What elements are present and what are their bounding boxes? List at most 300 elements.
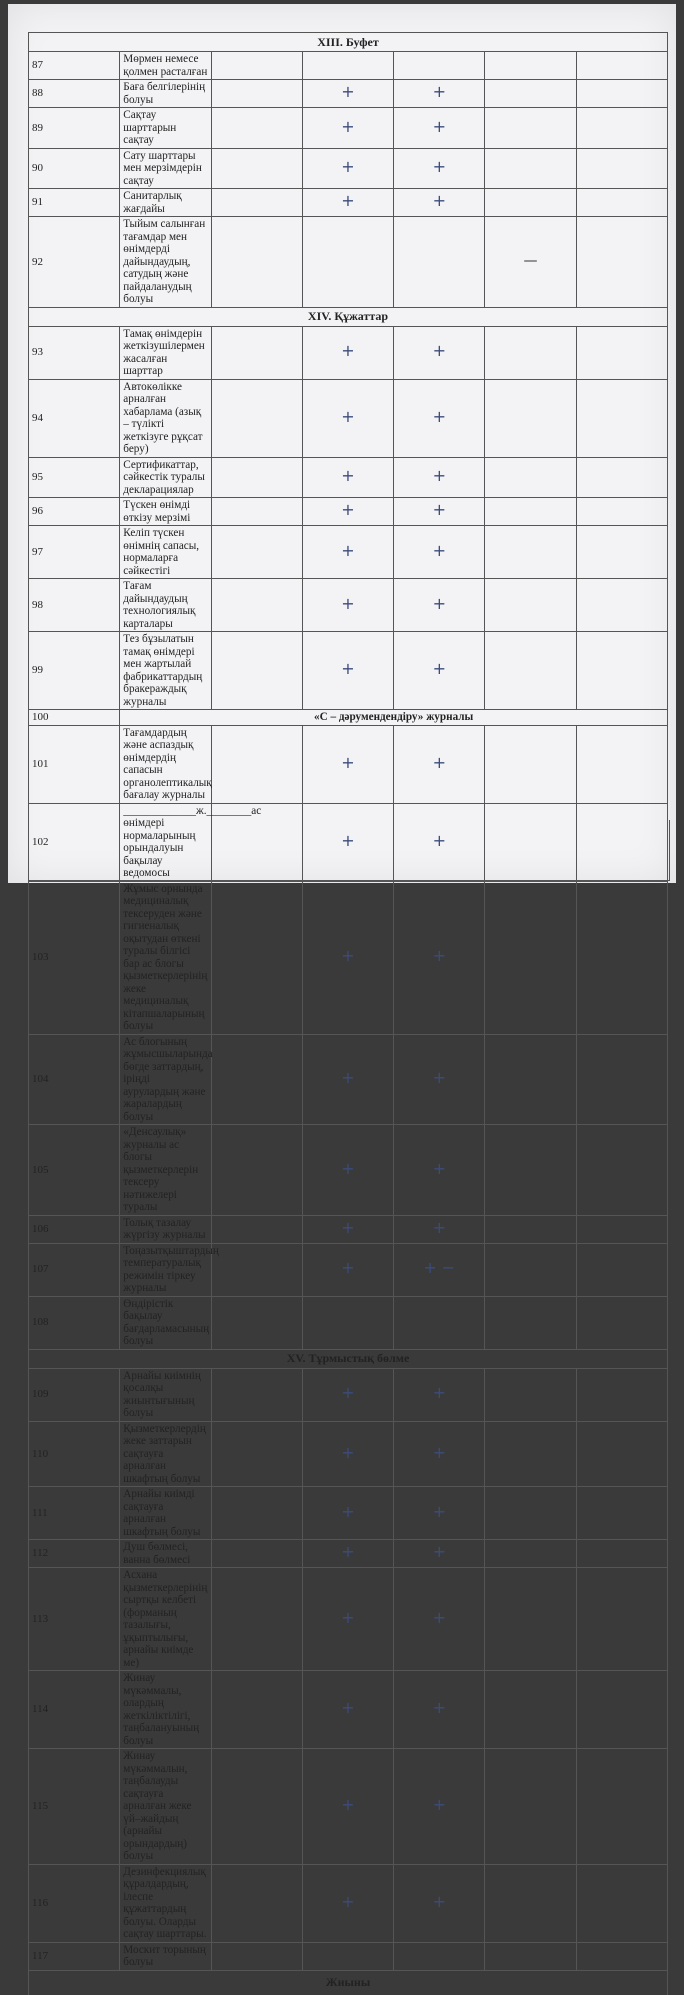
table-row: [29, 725, 668, 803]
mark-cell-1: [211, 1243, 302, 1296]
handwritten-mark: +: [341, 500, 355, 520]
mark-cell-5: [576, 526, 667, 579]
mark-cell-4: [485, 1243, 576, 1296]
requirement-text: Душ бөлмесі, ванна бөлмесі: [120, 1540, 211, 1568]
mark-cell-4: [485, 1671, 576, 1749]
requirement-text: Қызметкерлердің жеке заттарын сақтауға арналған шкафтың болуы: [120, 1421, 211, 1487]
row-number: 117: [29, 1942, 120, 1970]
mark-cell-5: [576, 1671, 667, 1749]
handwritten-mark: +: [341, 82, 355, 102]
row-number: 108: [29, 1296, 120, 1349]
table-row: [29, 1125, 668, 1216]
row-number: 107: [29, 1243, 120, 1296]
row-number: 104: [29, 1034, 120, 1125]
row-number: 89: [29, 108, 120, 149]
handwritten-mark: +: [432, 406, 446, 426]
mark-cell-3: [394, 379, 485, 457]
mark-cell-2: [302, 217, 393, 308]
mark-cell-1: [211, 1671, 302, 1749]
section-header: [29, 1349, 668, 1368]
mark-cell-4: [485, 80, 576, 108]
mark-cell-1: [211, 1942, 302, 1970]
table-row: [29, 379, 668, 457]
mark-cell-5: [576, 326, 667, 379]
table-row: [29, 1487, 668, 1540]
mark-cell-4: [485, 1942, 576, 1970]
mark-cell-4: [485, 1125, 576, 1216]
handwritten-mark: +: [341, 1068, 355, 1087]
table-row: [29, 1368, 668, 1421]
handwritten-mark: +: [432, 500, 446, 520]
mark-cell-3: [394, 526, 485, 579]
mark-cell-4: [485, 52, 576, 80]
mark-cell-1: [211, 579, 302, 632]
handwritten-mark: +: [432, 1217, 446, 1237]
handwritten-mark: +: [432, 1795, 446, 1814]
mark-cell-5: [576, 1215, 667, 1243]
row-number: 103: [29, 881, 120, 1034]
section-header: [29, 1970, 668, 1995]
row-number: 88: [29, 80, 120, 108]
handwritten-mark: +: [341, 1607, 355, 1627]
mark-cell-1: [211, 379, 302, 457]
mark-cell-5: [576, 1540, 667, 1568]
table-row: [29, 1421, 668, 1487]
mark-cell-4: [485, 632, 576, 710]
mark-cell-5: [576, 379, 667, 457]
mark-cell-1: [211, 725, 302, 803]
handwritten-mark: +: [341, 1698, 355, 1718]
mark-cell-3: [394, 1243, 485, 1296]
table-row: [29, 1864, 668, 1942]
mark-cell-1: [211, 1568, 302, 1671]
mark-cell-3: [394, 881, 485, 1034]
mark-cell-4: [485, 526, 576, 579]
handwritten-mark: +: [432, 1383, 446, 1403]
mark-cell-4: [485, 1368, 576, 1421]
section-title: Жиыны: [29, 1970, 668, 1995]
mark-cell-1: [211, 148, 302, 189]
mark-cell-5: [576, 457, 667, 498]
mark-cell-4: [485, 579, 576, 632]
mark-cell-5: [576, 148, 667, 189]
table-row: [29, 189, 668, 217]
mark-cell-3: [394, 725, 485, 803]
requirement-text: Сақтау шарттарын сақтау: [120, 108, 211, 149]
section-header: [29, 307, 668, 326]
table-row: [29, 1034, 668, 1125]
requirement-text: «Денсаулық» журналы ас блогы қызметкерлерін тексеру нәтижелері туралы: [120, 1125, 211, 1216]
handwritten-mark: +: [432, 540, 446, 560]
mark-cell-2: [302, 148, 393, 189]
mark-cell-4: [485, 1421, 576, 1487]
mark-cell-3: [394, 1421, 485, 1487]
requirement-text: Тоңазытқыштардың температуралық режимін тіркеу журналы: [120, 1243, 211, 1296]
mark-cell-2: [302, 725, 393, 803]
mark-cell-3: [394, 457, 485, 498]
mark-cell-3: [394, 189, 485, 217]
mark-cell-5: [576, 498, 667, 526]
requirement-text: Автокөлікке арналған хабарлама (азық – түлікті жеткізуге рұқсат беру): [120, 379, 211, 457]
mark-cell-5: [576, 579, 667, 632]
table-row: [29, 52, 668, 80]
mark-cell-2: [302, 52, 393, 80]
mark-cell-4: [485, 189, 576, 217]
requirement-text: Тез бұзылатын тамақ өнімдері мен жартылай фабрикаттардың бракераждық журналы: [120, 632, 211, 710]
requirement-text: Асхана қызметкерлерінің сыртқы келбеті (форманың тазалығы, ұқыптылығы, арнайы киімде ме): [120, 1568, 211, 1671]
mark-cell-5: [576, 108, 667, 149]
row-number: 98: [29, 579, 120, 632]
mark-cell-2: [302, 189, 393, 217]
mark-cell-1: [211, 1749, 302, 1865]
mark-cell-2: [302, 326, 393, 379]
handwritten-mark: + −: [423, 1258, 456, 1278]
mark-cell-2: [302, 1215, 393, 1243]
requirement-text: _____________ж.________ас өнімдері нормаларының орындалуын бақылау ведомосы: [120, 803, 211, 881]
mark-cell-4: [485, 217, 576, 308]
requirement-text: Тағам дайындаудың технологиялық карталары: [120, 579, 211, 632]
handwritten-mark: +: [341, 1795, 355, 1814]
mark-cell-1: [211, 1034, 302, 1125]
mark-cell-3: [394, 1568, 485, 1671]
handwritten-mark: +: [432, 341, 446, 361]
table-footer-area: [28, 820, 670, 881]
mark-cell-5: [576, 1487, 667, 1540]
row-number: 114: [29, 1671, 120, 1749]
table-row: [29, 1568, 668, 1671]
requirement-text: Толық тазалау жүргізу журналы: [120, 1215, 211, 1243]
handwritten-mark: +: [341, 1383, 355, 1403]
handwritten-mark: +: [432, 1891, 446, 1911]
mark-cell-1: [211, 1125, 302, 1216]
mark-cell-4: [485, 881, 576, 1034]
row-number: 100: [29, 710, 120, 726]
mark-cell-3: [394, 1942, 485, 1970]
requirement-text: Сату шарттары мен мерзімдерін сақтау: [120, 148, 211, 189]
table-row: [29, 579, 668, 632]
mark-cell-2: [302, 1568, 393, 1671]
mark-cell-3: [394, 1749, 485, 1865]
mark-cell-4: [485, 1568, 576, 1671]
row-number: 105: [29, 1125, 120, 1216]
mark-cell-2: [302, 1034, 393, 1125]
table-row: [29, 1671, 668, 1749]
table-row: [29, 1296, 668, 1349]
table-row: [29, 1215, 668, 1243]
handwritten-mark: +: [341, 406, 355, 426]
row-number: 87: [29, 52, 120, 80]
mark-cell-2: [302, 1671, 393, 1749]
mark-cell-1: [211, 498, 302, 526]
requirement-text: Түскен өнімді өткізу мерзімі: [120, 498, 211, 526]
mark-cell-4: [485, 148, 576, 189]
handwritten-mark: +: [432, 1542, 446, 1562]
row-number: 106: [29, 1215, 120, 1243]
table-row: [29, 457, 668, 498]
mark-cell-5: [576, 1942, 667, 1970]
table-row: [29, 80, 668, 108]
row-number: 115: [29, 1749, 120, 1865]
subsection-row: [29, 710, 668, 726]
mark-cell-3: [394, 326, 485, 379]
mark-cell-5: [576, 1368, 667, 1421]
row-number: 94: [29, 379, 120, 457]
handwritten-mark: +: [432, 946, 446, 966]
handwritten-mark: +: [341, 1217, 355, 1237]
mark-cell-3: [394, 52, 485, 80]
table-row: [29, 1749, 668, 1865]
handwritten-mark: +: [432, 116, 446, 136]
section-header: [29, 33, 668, 52]
mark-cell-3: [394, 1296, 485, 1349]
handwritten-mark: +: [341, 157, 355, 176]
row-number: 92: [29, 217, 120, 308]
row-number: 96: [29, 498, 120, 526]
mark-cell-1: [211, 217, 302, 308]
mark-cell-1: [211, 1368, 302, 1421]
requirement-text: Өндірістік бақылау бағдарламасының болуы: [120, 1296, 211, 1349]
mark-cell-2: [302, 1421, 393, 1487]
row-number: 102: [29, 803, 120, 881]
mark-cell-5: [576, 1296, 667, 1349]
mark-cell-2: [302, 498, 393, 526]
handwritten-mark: +: [432, 752, 446, 772]
handwritten-mark: +: [341, 1501, 355, 1521]
mark-cell-2: [302, 1942, 393, 1970]
table-row: [29, 108, 668, 149]
mark-cell-5: [576, 1421, 667, 1487]
table-row: [29, 148, 668, 189]
mark-cell-1: [211, 632, 302, 710]
mark-cell-5: [576, 881, 667, 1034]
table-row: [29, 1243, 668, 1296]
mark-cell-3: [394, 1125, 485, 1216]
mark-cell-5: [576, 1749, 667, 1865]
mark-cell-5: [576, 1034, 667, 1125]
handwritten-mark: +: [432, 157, 446, 176]
requirement-text: Жинау мүкәммалы, олардың жеткіліктілігі, таңбалануының болуы: [120, 1671, 211, 1749]
requirement-text: Жинау мүкәммалын, таңбалауды сақтауға арналған жеке үй–жайдың (арнайы орындардың) болуы: [120, 1749, 211, 1865]
handwritten-mark: +: [432, 1068, 446, 1087]
mark-cell-4: [485, 1296, 576, 1349]
handwritten-mark: +: [341, 341, 355, 361]
mark-cell-2: [302, 632, 393, 710]
requirement-text: Тағамдардың және аспаздық өнімдердің сапасын органолептикалық бағалау журналы: [120, 725, 211, 803]
mark-cell-3: [394, 498, 485, 526]
mark-cell-3: [394, 217, 485, 308]
requirement-text: Ас блогының жұмысшыларында бөгде заттардың, іріңді аурулардың және жаралардың болуы: [120, 1034, 211, 1125]
mark-cell-3: [394, 1215, 485, 1243]
handwritten-mark: +: [432, 830, 446, 850]
handwritten-mark: +: [341, 593, 355, 613]
mark-cell-3: [394, 632, 485, 710]
handwritten-mark: +: [432, 1158, 446, 1178]
mark-cell-4: [485, 1540, 576, 1568]
mark-cell-3: [394, 1864, 485, 1942]
handwritten-mark: +: [432, 1442, 446, 1462]
requirement-text: Санитарлық жағдайы: [120, 189, 211, 217]
handwritten-mark: +: [432, 1501, 446, 1521]
mark-cell-1: [211, 189, 302, 217]
mark-cell-5: [576, 1125, 667, 1216]
handwritten-mark: +: [432, 82, 446, 102]
section-title: XV. Тұрмыстық бөлме: [29, 1349, 668, 1368]
mark-cell-2: [302, 457, 393, 498]
mark-cell-2: [302, 579, 393, 632]
mark-cell-2: [302, 1749, 393, 1865]
requirement-text: Келіп түскен өнімнің сапасы, нормаларға сәйкестігі: [120, 526, 211, 579]
handwritten-mark: +: [432, 659, 446, 679]
handwritten-mark: +: [341, 830, 355, 850]
requirement-text: Арнайы киімнің қосалқы жиынтығының болуы: [120, 1368, 211, 1421]
mark-cell-3: [394, 1368, 485, 1421]
handwritten-mark: +: [432, 466, 446, 485]
mark-cell-4: [485, 1215, 576, 1243]
mark-cell-3: [394, 1540, 485, 1568]
row-number: 91: [29, 189, 120, 217]
row-number: 110: [29, 1421, 120, 1487]
row-number: 97: [29, 526, 120, 579]
handwritten-mark: +: [341, 1542, 355, 1562]
handwritten-mark: +: [341, 116, 355, 136]
mark-cell-2: [302, 1125, 393, 1216]
table-row: [29, 881, 668, 1034]
mark-cell-2: [302, 1368, 393, 1421]
handwritten-mark: +: [341, 946, 355, 966]
table-row: [29, 632, 668, 710]
row-number: 99: [29, 632, 120, 710]
mark-cell-4: [485, 725, 576, 803]
requirement-text: Дезинфекциялық құралдардың, ілеспе құжаттардың болуы. Оларды сақтау шарттары.: [120, 1864, 211, 1942]
section-title: XIV. Құжаттар: [29, 307, 668, 326]
requirement-text: Жұмыс орнында медициналық тексеруден және гигиеналық оқытудан өткені туралы білгісі бар ас блогы қызметкерлерінің жеке медициналық кітапшаларының болуы: [120, 881, 211, 1034]
mark-cell-1: [211, 326, 302, 379]
table-row: [29, 498, 668, 526]
mark-cell-3: [394, 108, 485, 149]
mark-cell-2: [302, 1864, 393, 1942]
mark-cell-5: [576, 1864, 667, 1942]
mark-cell-3: [394, 148, 485, 189]
mark-cell-1: [211, 1540, 302, 1568]
row-number: 95: [29, 457, 120, 498]
table-row: [29, 1540, 668, 1568]
handwritten-mark: +: [341, 1258, 355, 1278]
mark-cell-1: [211, 881, 302, 1034]
mark-cell-4: [485, 1034, 576, 1125]
mark-cell-2: [302, 526, 393, 579]
handwritten-mark: +: [432, 593, 446, 613]
row-number: 116: [29, 1864, 120, 1942]
mark-cell-3: [394, 1034, 485, 1125]
mark-cell-1: [211, 1421, 302, 1487]
mark-cell-4: [485, 1864, 576, 1942]
handwritten-mark: +: [341, 659, 355, 679]
mark-cell-4: [485, 326, 576, 379]
requirement-text: Сертификаттар, сәйкестік туралы декларациялар: [120, 457, 211, 498]
handwritten-mark: +: [341, 752, 355, 772]
mark-cell-2: [302, 1540, 393, 1568]
table-row: [29, 1942, 668, 1970]
subsection-title: «С – дәрумендендіру» журналы: [120, 710, 668, 726]
mark-cell-2: [302, 108, 393, 149]
mark-cell-1: [211, 457, 302, 498]
handwritten-mark: +: [341, 466, 355, 485]
mark-cell-5: [576, 1243, 667, 1296]
table-row: [29, 526, 668, 579]
handwritten-mark: +: [432, 1607, 446, 1627]
mark-cell-4: [485, 457, 576, 498]
mark-cell-2: [302, 379, 393, 457]
mark-cell-1: [211, 108, 302, 149]
mark-cell-5: [576, 1568, 667, 1671]
handwritten-mark: +: [341, 1442, 355, 1462]
mark-cell-4: [485, 498, 576, 526]
mark-cell-4: [485, 379, 576, 457]
mark-cell-5: [576, 725, 667, 803]
mark-cell-3: [394, 579, 485, 632]
mark-cell-5: [576, 189, 667, 217]
mark-cell-5: [576, 217, 667, 308]
row-number: 112: [29, 1540, 120, 1568]
handwritten-mark: —: [523, 253, 538, 269]
mark-cell-1: [211, 1215, 302, 1243]
row-number: 101: [29, 725, 120, 803]
handwritten-mark: +: [341, 1891, 355, 1911]
requirement-text: Мөрмен немесе қолмен расталған: [120, 52, 211, 80]
mark-cell-1: [211, 80, 302, 108]
requirement-text: Москит торының болуы: [120, 1942, 211, 1970]
mark-cell-3: [394, 80, 485, 108]
mark-cell-5: [576, 80, 667, 108]
mark-cell-2: [302, 1487, 393, 1540]
checklist-table: [28, 32, 668, 1995]
requirement-text: Тамақ өнімдерін жеткізушілермен жасалған шарттар: [120, 326, 211, 379]
mark-cell-2: [302, 1243, 393, 1296]
document-page: [8, 4, 676, 1990]
mark-cell-4: [485, 1749, 576, 1865]
row-number: 93: [29, 326, 120, 379]
handwritten-mark: +: [432, 191, 446, 211]
row-number: 113: [29, 1568, 120, 1671]
mark-cell-3: [394, 1671, 485, 1749]
handwritten-mark: +: [341, 191, 355, 211]
table-row: [29, 217, 668, 308]
handwritten-mark: +: [341, 540, 355, 560]
handwritten-mark: +: [432, 1698, 446, 1718]
handwritten-mark: +: [341, 1158, 355, 1178]
mark-cell-1: [211, 52, 302, 80]
mark-cell-5: [576, 632, 667, 710]
mark-cell-4: [485, 108, 576, 149]
row-number: 109: [29, 1368, 120, 1421]
row-number: 90: [29, 148, 120, 189]
mark-cell-2: [302, 1296, 393, 1349]
mark-cell-4: [485, 1487, 576, 1540]
mark-cell-2: [302, 80, 393, 108]
mark-cell-5: [576, 52, 667, 80]
table-row: [29, 326, 668, 379]
requirement-text: Баға белгілерінің болуы: [120, 80, 211, 108]
mark-cell-3: [394, 1487, 485, 1540]
requirement-text: Арнайы киімді сақтауға арналған шкафтың болуы: [120, 1487, 211, 1540]
mark-cell-1: [211, 1296, 302, 1349]
mark-cell-2: [302, 881, 393, 1034]
section-title: XIII. Буфет: [29, 33, 668, 52]
mark-cell-1: [211, 1864, 302, 1942]
mark-cell-1: [211, 526, 302, 579]
requirement-text: Тыйым салынған тағамдар мен өнімдерді дайындаудың, сатудың және пайдаланудың болуы: [120, 217, 211, 308]
mark-cell-1: [211, 1487, 302, 1540]
